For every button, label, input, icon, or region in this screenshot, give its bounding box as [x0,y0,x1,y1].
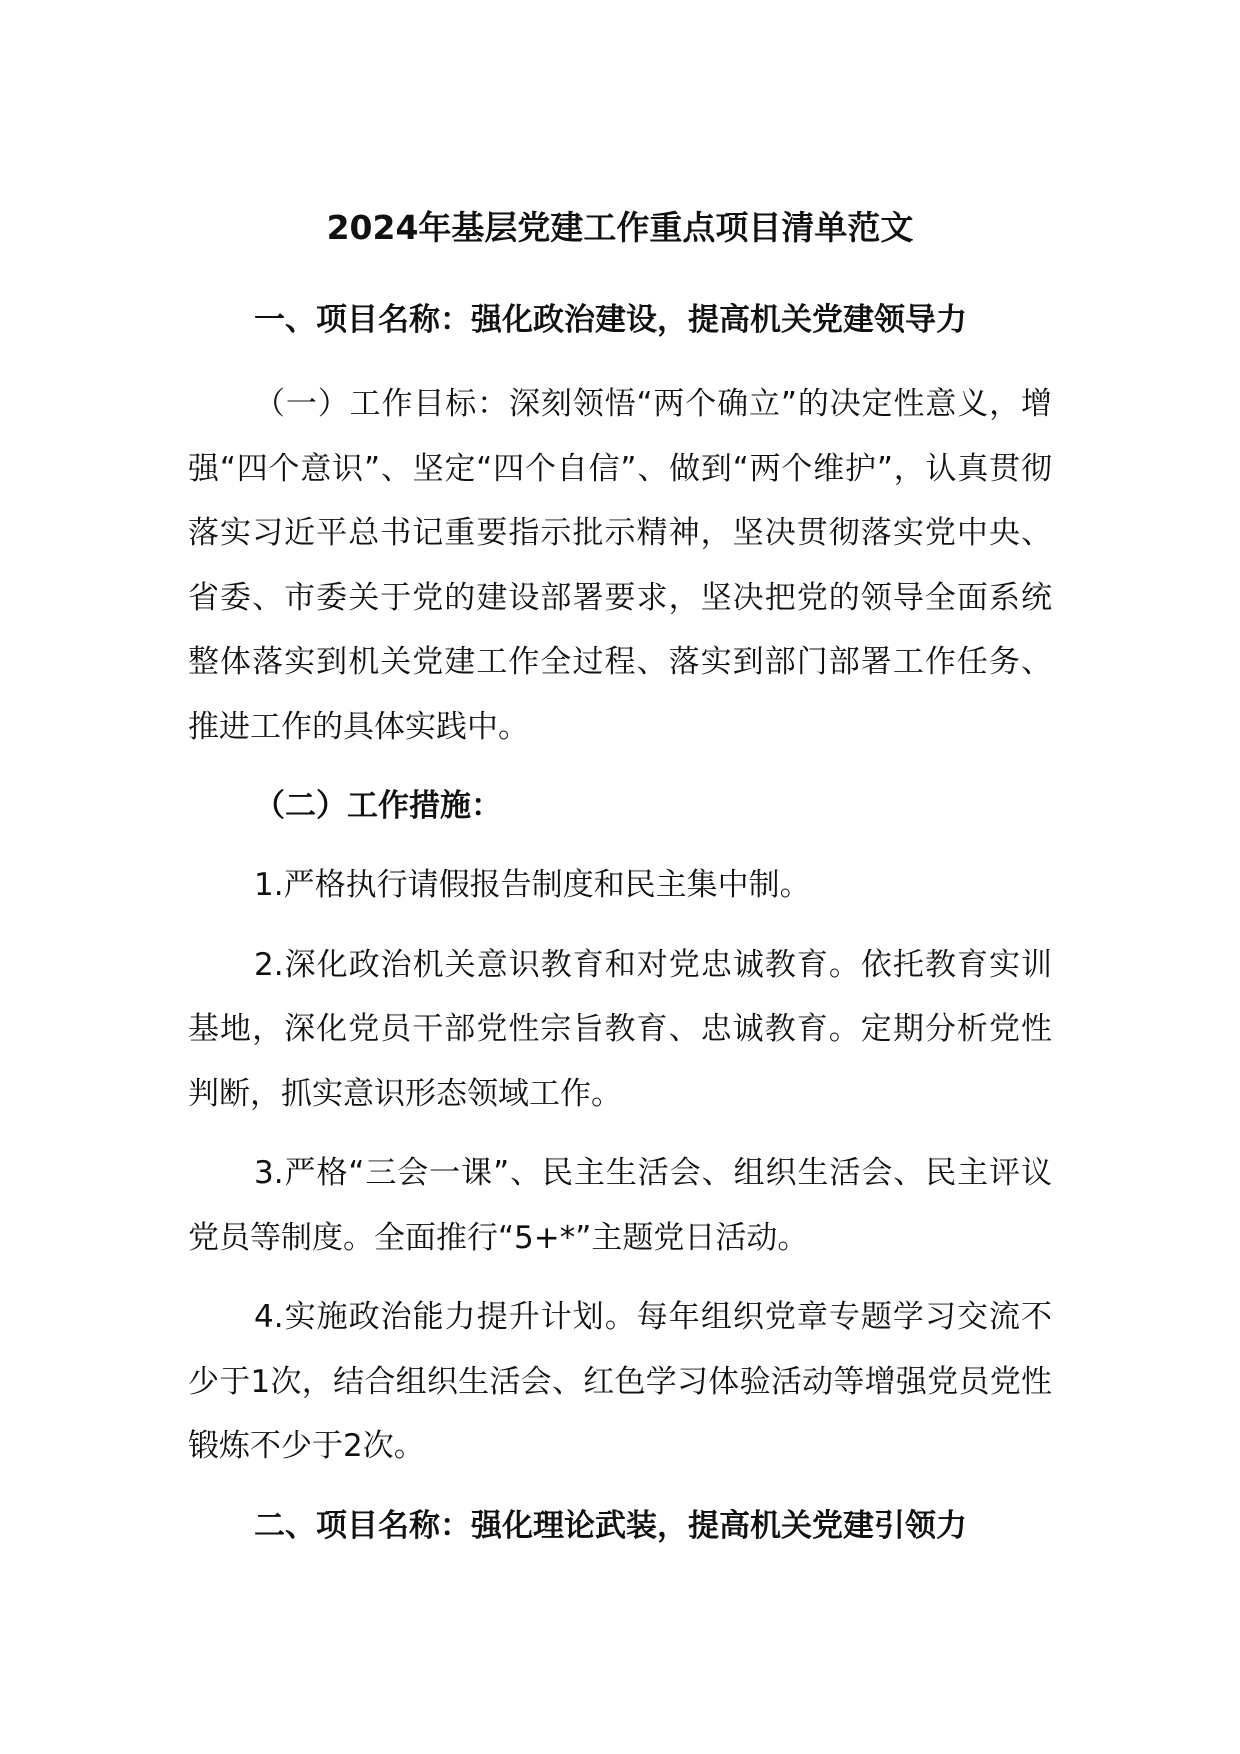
work-goal-paragraph: （一）工作目标：深刻领悟“两个确立”的决定性意义，增强“四个意识”、坚定“四个自信”、做到“两个维护”，认真贯彻落实习近平总书记重要指示批示精神，坚决贯彻落实党中央、省委、市委关于党的建设部署要求，坚决把党的领导全面系统整体落实到机关党建工作全过程、落实到部门部署工作任务、推进工作的具体实践中。 [188,386,1052,745]
section-2-heading: 二、项目名称：强化理论武装，提高机关党建引领力 [254,1507,967,1544]
work-measures-heading: （二）工作措施： [254,788,502,824]
document-title: 2024年基层党建工作重点项目清单范文 [326,208,914,247]
measure-item-2: 2.深化政治机关意识教育和对党忠诚教育。依托教育实训基地，深化党员干部党性宗旨教育、忠诚教育。定期分析党性判断，抓实意识形态领域工作。 [188,946,1052,1112]
measure-item-4: 4.实施政治能力提升计划。每年组织党章专题学习交流不少于1次，结合组织生活会、红色学习体验活动等增强党员党性锻炼不少于2次。 [188,1299,1052,1464]
document-body [188,198,1052,1578]
measure-item-1: 1.严格执行请假报告制度和民主集中制。 [254,867,811,903]
section-1-heading: 一、项目名称：强化政治建设，提高机关党建领导力 [254,302,967,338]
measure-item-3: 3.严格“三会一课”、民主生活会、组织生活会、民主评议党员等制度。全面推行“5+*”主题党日活动。 [188,1155,1052,1256]
